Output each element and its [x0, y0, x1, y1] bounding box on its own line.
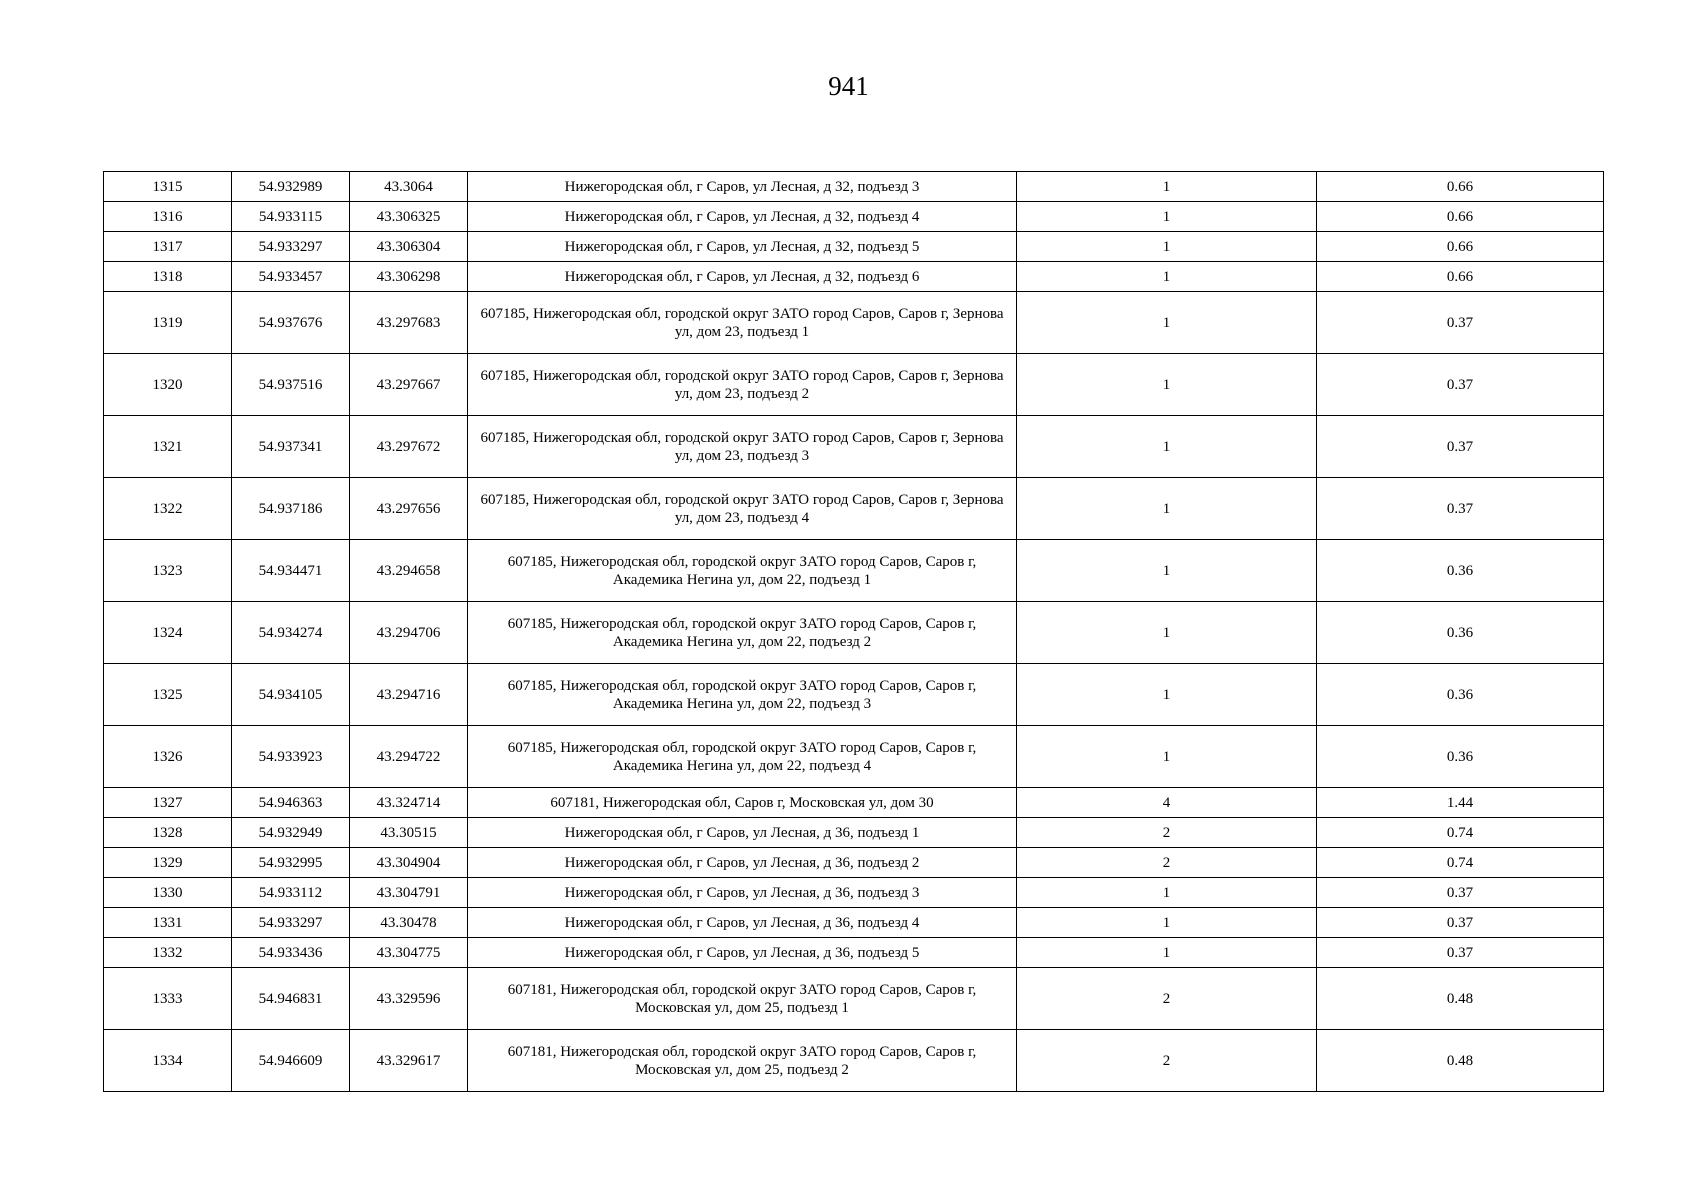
longitude-cell: 43.3064: [350, 172, 468, 202]
table-row: [104, 726, 1604, 788]
longitude-cell: 43.30515: [350, 818, 468, 848]
count-cell: 2: [1017, 848, 1317, 878]
row-number-cell: 1330: [104, 878, 232, 908]
address-cell: Нижегородская обл, г Саров, ул Лесная, д 32, подъезд 5: [468, 232, 1017, 262]
row-number-cell: 1324: [104, 602, 232, 664]
row-number-cell: 1316: [104, 202, 232, 232]
address-cell: Нижегородская обл, г Саров, ул Лесная, д 32, подъезд 3: [468, 172, 1017, 202]
volume-cell: 0.36: [1317, 726, 1604, 788]
count-cell: 1: [1017, 292, 1317, 354]
count-cell: 1: [1017, 262, 1317, 292]
latitude-cell: 54.934105: [232, 664, 350, 726]
table-row: [104, 232, 1604, 262]
longitude-cell: 43.294722: [350, 726, 468, 788]
latitude-cell: 54.937341: [232, 416, 350, 478]
volume-cell: 0.74: [1317, 848, 1604, 878]
volume-cell: 0.48: [1317, 1030, 1604, 1092]
address-cell: 607185, Нижегородская обл, городской округ ЗАТО город Саров, Саров г, Зернова ул, дом 23, подъезд 3: [468, 416, 1017, 478]
volume-cell: 0.66: [1317, 262, 1604, 292]
longitude-cell: 43.329617: [350, 1030, 468, 1092]
latitude-cell: 54.932995: [232, 848, 350, 878]
count-cell: 2: [1017, 968, 1317, 1030]
row-number-cell: 1325: [104, 664, 232, 726]
row-number-cell: 1329: [104, 848, 232, 878]
longitude-cell: 43.294706: [350, 602, 468, 664]
count-cell: 1: [1017, 540, 1317, 602]
longitude-cell: 43.297672: [350, 416, 468, 478]
latitude-cell: 54.933297: [232, 908, 350, 938]
count-cell: 1: [1017, 478, 1317, 540]
count-cell: 4: [1017, 788, 1317, 818]
address-cell: 607185, Нижегородская обл, городской округ ЗАТО город Саров, Саров г, Академика Негина ул, дом 22, подъезд 1: [468, 540, 1017, 602]
address-cell: Нижегородская обл, г Саров, ул Лесная, д 36, подъезд 1: [468, 818, 1017, 848]
count-cell: 1: [1017, 232, 1317, 262]
longitude-cell: 43.297656: [350, 478, 468, 540]
longitude-cell: 43.294658: [350, 540, 468, 602]
table-row: [104, 908, 1604, 938]
table-row: [104, 262, 1604, 292]
table-row: [104, 602, 1604, 664]
latitude-cell: 54.934471: [232, 540, 350, 602]
longitude-cell: 43.306325: [350, 202, 468, 232]
count-cell: 2: [1017, 1030, 1317, 1092]
latitude-cell: 54.937516: [232, 354, 350, 416]
row-number-cell: 1319: [104, 292, 232, 354]
page-number: 941: [828, 71, 869, 101]
count-cell: 1: [1017, 938, 1317, 968]
row-number-cell: 1331: [104, 908, 232, 938]
volume-cell: 0.66: [1317, 172, 1604, 202]
address-cell: 607181, Нижегородская обл, городской округ ЗАТО город Саров, Саров г, Московская ул, дом 25, подъезд 2: [468, 1030, 1017, 1092]
longitude-cell: 43.297667: [350, 354, 468, 416]
count-cell: 2: [1017, 818, 1317, 848]
volume-cell: 0.37: [1317, 878, 1604, 908]
row-number-cell: 1327: [104, 788, 232, 818]
latitude-cell: 54.946363: [232, 788, 350, 818]
latitude-cell: 54.933457: [232, 262, 350, 292]
latitude-cell: 54.933436: [232, 938, 350, 968]
row-number-cell: 1318: [104, 262, 232, 292]
data-table: [103, 171, 1604, 1092]
address-cell: 607185, Нижегородская обл, городской округ ЗАТО город Саров, Саров г, Академика Негина ул, дом 22, подъезд 3: [468, 664, 1017, 726]
latitude-cell: 54.937676: [232, 292, 350, 354]
count-cell: 1: [1017, 172, 1317, 202]
latitude-cell: 54.937186: [232, 478, 350, 540]
count-cell: 1: [1017, 878, 1317, 908]
longitude-cell: 43.294716: [350, 664, 468, 726]
count-cell: 1: [1017, 908, 1317, 938]
latitude-cell: 54.946831: [232, 968, 350, 1030]
latitude-cell: 54.932989: [232, 172, 350, 202]
address-cell: Нижегородская обл, г Саров, ул Лесная, д 36, подъезд 5: [468, 938, 1017, 968]
longitude-cell: 43.30478: [350, 908, 468, 938]
row-number-cell: 1321: [104, 416, 232, 478]
row-number-cell: 1323: [104, 540, 232, 602]
address-cell: 607185, Нижегородская обл, городской округ ЗАТО город Саров, Саров г, Академика Негина ул, дом 22, подъезд 2: [468, 602, 1017, 664]
latitude-cell: 54.946609: [232, 1030, 350, 1092]
latitude-cell: 54.933115: [232, 202, 350, 232]
table-row: [104, 354, 1604, 416]
latitude-cell: 54.932949: [232, 818, 350, 848]
table-row: [104, 788, 1604, 818]
longitude-cell: 43.304904: [350, 848, 468, 878]
volume-cell: 0.37: [1317, 478, 1604, 540]
table-row: [104, 968, 1604, 1030]
table-row: [104, 292, 1604, 354]
address-cell: 607181, Нижегородская обл, Саров г, Московская ул, дом 30: [468, 788, 1017, 818]
table-row: [104, 878, 1604, 908]
count-cell: 1: [1017, 726, 1317, 788]
volume-cell: 0.36: [1317, 664, 1604, 726]
row-number-cell: 1332: [104, 938, 232, 968]
volume-cell: 0.36: [1317, 540, 1604, 602]
longitude-cell: 43.304775: [350, 938, 468, 968]
latitude-cell: 54.933923: [232, 726, 350, 788]
address-cell: Нижегородская обл, г Саров, ул Лесная, д 36, подъезд 2: [468, 848, 1017, 878]
count-cell: 1: [1017, 416, 1317, 478]
volume-cell: 1.44: [1317, 788, 1604, 818]
table-row: [104, 938, 1604, 968]
longitude-cell: 43.324714: [350, 788, 468, 818]
latitude-cell: 54.933297: [232, 232, 350, 262]
table-row: [104, 1030, 1604, 1092]
count-cell: 1: [1017, 202, 1317, 232]
table-row: [104, 202, 1604, 232]
row-number-cell: 1317: [104, 232, 232, 262]
address-cell: 607185, Нижегородская обл, городской округ ЗАТО город Саров, Саров г, Академика Негина ул, дом 22, подъезд 4: [468, 726, 1017, 788]
volume-cell: 0.37: [1317, 908, 1604, 938]
address-cell: 607185, Нижегородская обл, городской округ ЗАТО город Саров, Саров г, Зернова ул, дом 23, подъезд 4: [468, 478, 1017, 540]
address-cell: 607181, Нижегородская обл, городской округ ЗАТО город Саров, Саров г, Московская ул, дом 25, подъезд 1: [468, 968, 1017, 1030]
count-cell: 1: [1017, 602, 1317, 664]
volume-cell: 0.37: [1317, 416, 1604, 478]
address-cell: Нижегородская обл, г Саров, ул Лесная, д 32, подъезд 6: [468, 262, 1017, 292]
table-row: [104, 172, 1604, 202]
volume-cell: 0.48: [1317, 968, 1604, 1030]
latitude-cell: 54.934274: [232, 602, 350, 664]
table-row: [104, 416, 1604, 478]
volume-cell: 0.66: [1317, 202, 1604, 232]
table-row: [104, 664, 1604, 726]
volume-cell: 0.74: [1317, 818, 1604, 848]
row-number-cell: 1328: [104, 818, 232, 848]
table-row: [104, 818, 1604, 848]
address-cell: Нижегородская обл, г Саров, ул Лесная, д 36, подъезд 4: [468, 908, 1017, 938]
count-cell: 1: [1017, 354, 1317, 416]
count-cell: 1: [1017, 664, 1317, 726]
longitude-cell: 43.306304: [350, 232, 468, 262]
volume-cell: 0.66: [1317, 232, 1604, 262]
row-number-cell: 1315: [104, 172, 232, 202]
address-cell: Нижегородская обл, г Саров, ул Лесная, д 32, подъезд 4: [468, 202, 1017, 232]
latitude-cell: 54.933112: [232, 878, 350, 908]
longitude-cell: 43.297683: [350, 292, 468, 354]
table-row: [104, 540, 1604, 602]
volume-cell: 0.37: [1317, 354, 1604, 416]
longitude-cell: 43.304791: [350, 878, 468, 908]
volume-cell: 0.36: [1317, 602, 1604, 664]
row-number-cell: 1333: [104, 968, 232, 1030]
row-number-cell: 1320: [104, 354, 232, 416]
row-number-cell: 1322: [104, 478, 232, 540]
volume-cell: 0.37: [1317, 938, 1604, 968]
address-cell: 607185, Нижегородская обл, городской округ ЗАТО город Саров, Саров г, Зернова ул, дом 23, подъезд 1: [468, 292, 1017, 354]
longitude-cell: 43.306298: [350, 262, 468, 292]
address-cell: 607185, Нижегородская обл, городской округ ЗАТО город Саров, Саров г, Зернова ул, дом 23, подъезд 2: [468, 354, 1017, 416]
longitude-cell: 43.329596: [350, 968, 468, 1030]
address-cell: Нижегородская обл, г Саров, ул Лесная, д 36, подъезд 3: [468, 878, 1017, 908]
table-row: [104, 478, 1604, 540]
table-row: [104, 848, 1604, 878]
volume-cell: 0.37: [1317, 292, 1604, 354]
row-number-cell: 1334: [104, 1030, 232, 1092]
row-number-cell: 1326: [104, 726, 232, 788]
